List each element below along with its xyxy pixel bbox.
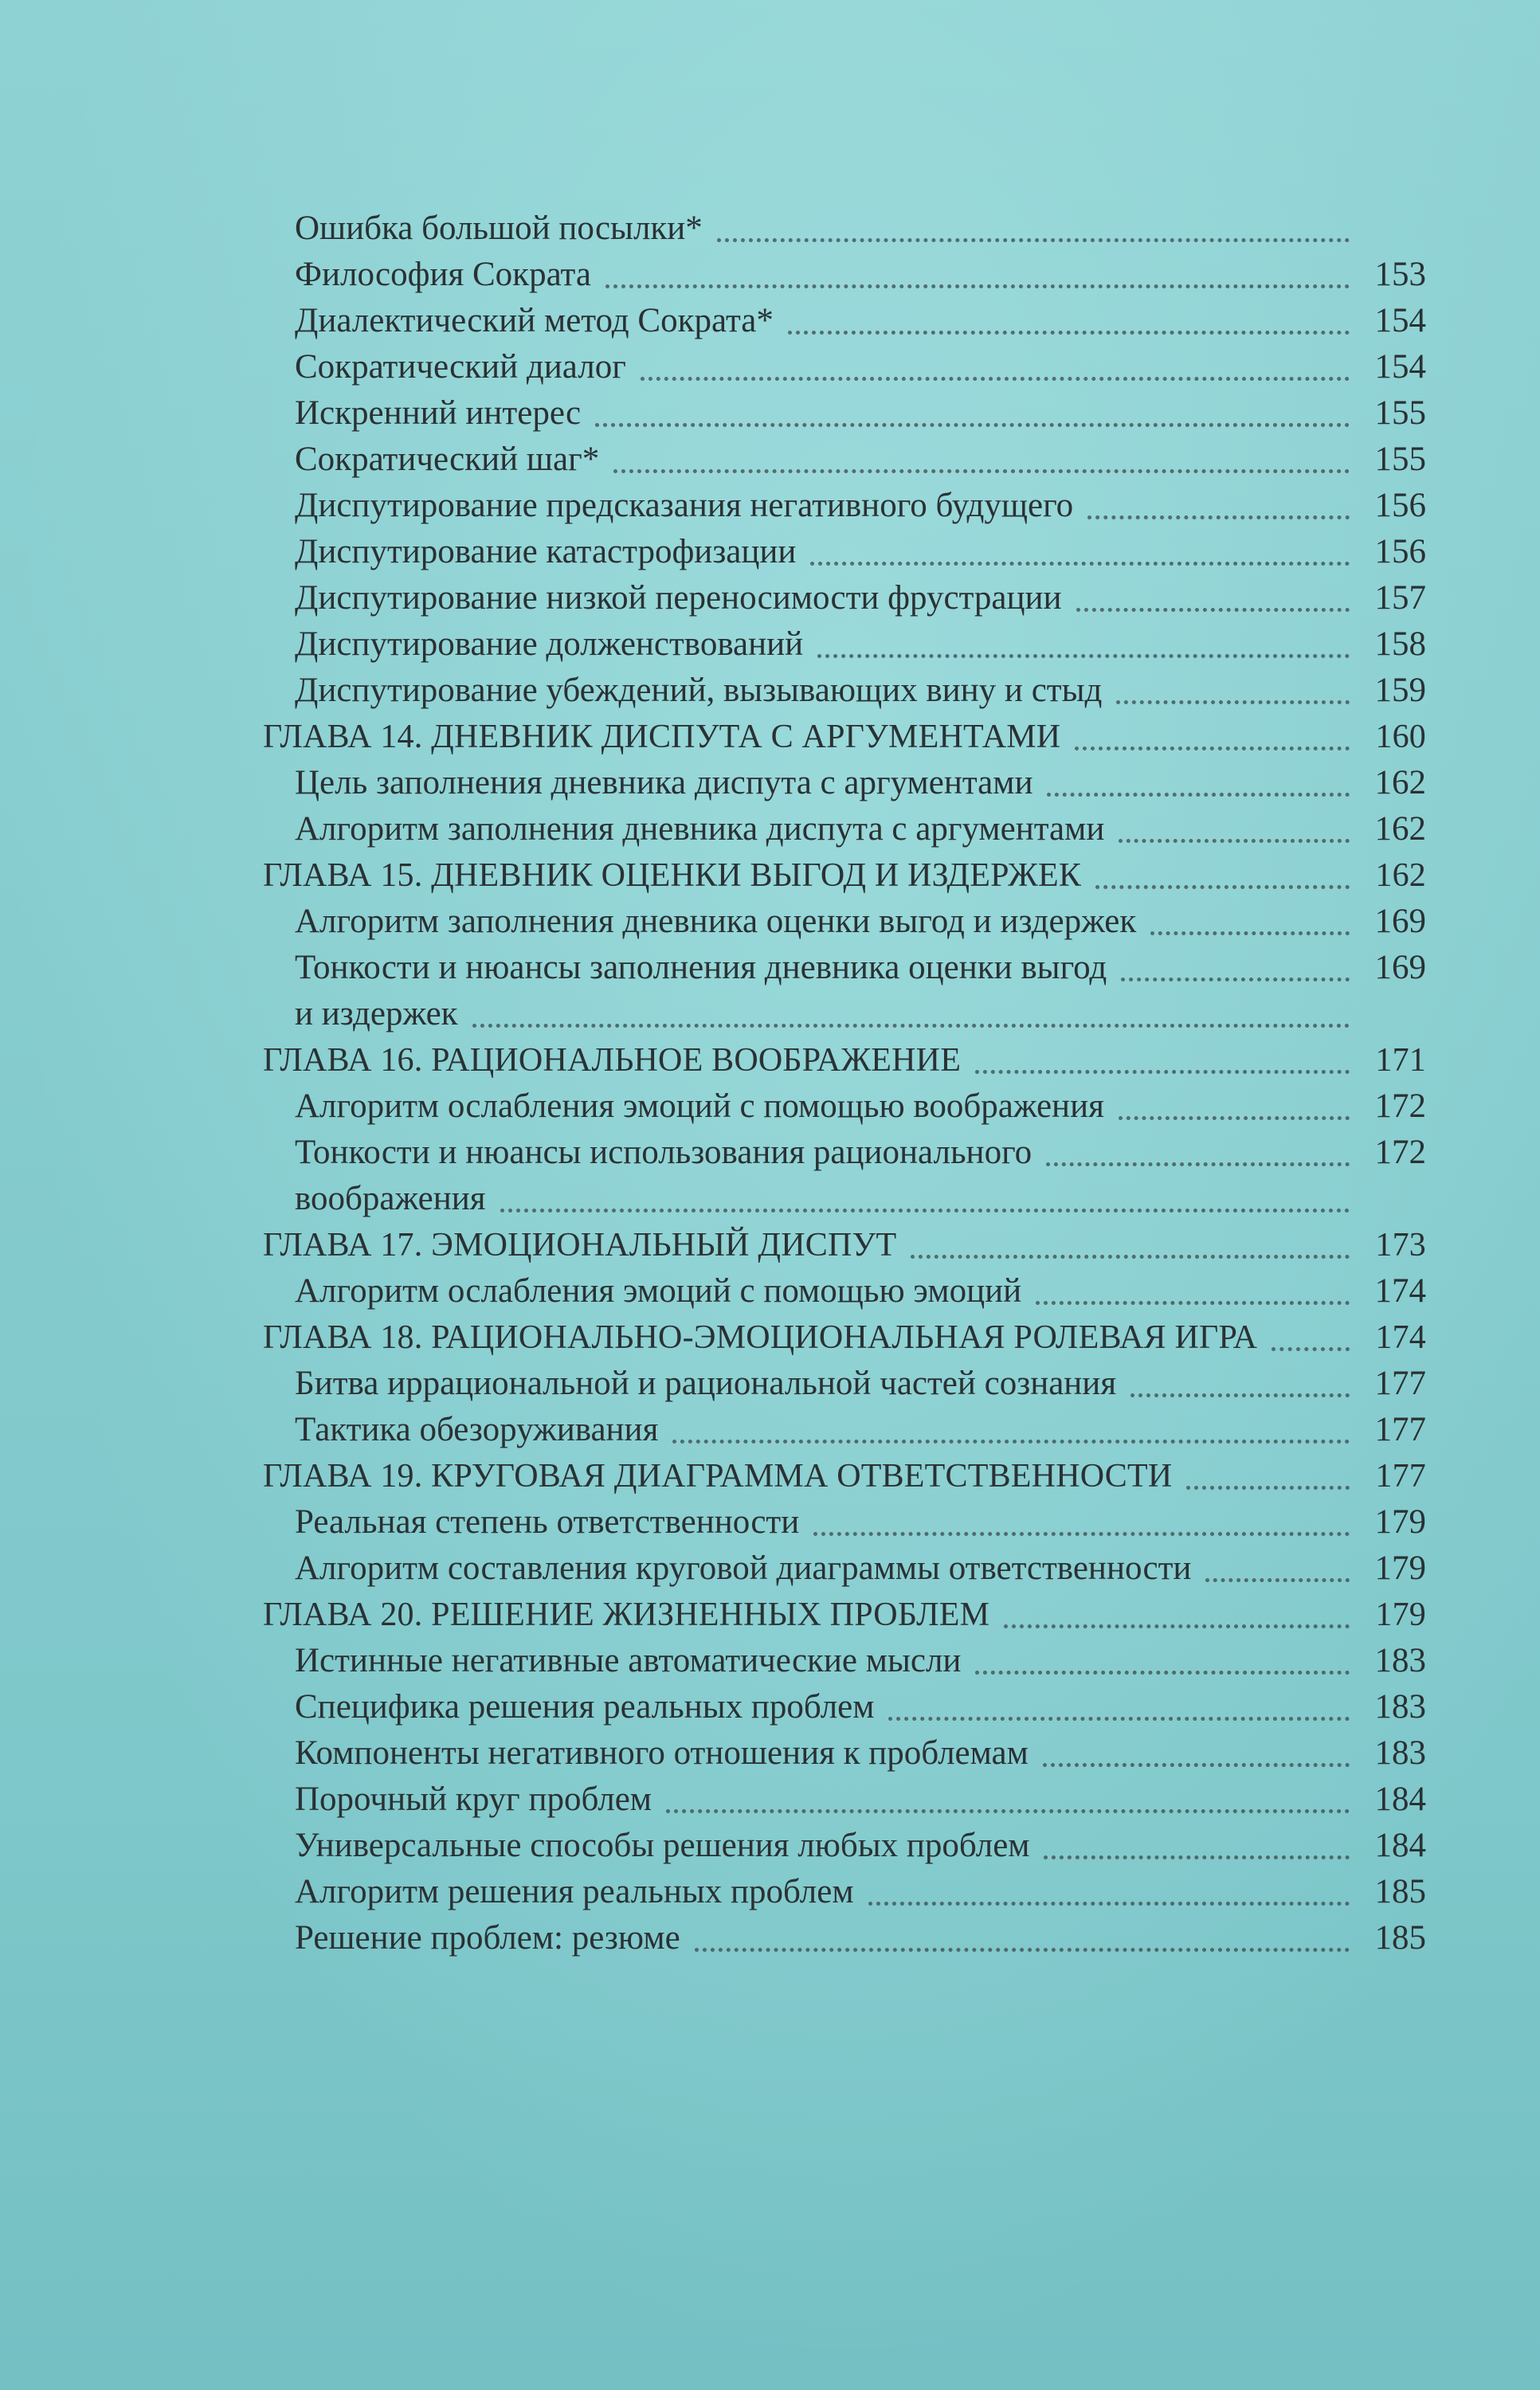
toc-entry-title: Диспутирование долженствований <box>295 625 804 663</box>
toc-leader-dots <box>717 238 1350 242</box>
toc-entry-title: и издержек <box>295 995 458 1032</box>
toc-entry <box>263 1083 1426 1130</box>
toc-entry-page: 173 <box>1375 1227 1426 1264</box>
toc-leader-dots <box>868 1902 1350 1906</box>
toc-entry-page: 169 <box>1374 903 1426 940</box>
toc-entry-title: Диспутирование низкой переносимости фрустрации <box>295 579 1062 617</box>
toc-entry <box>263 575 1426 621</box>
toc-entry-page: 184 <box>1374 1827 1426 1864</box>
toc-entry-page: 179 <box>1374 1503 1426 1541</box>
toc-entry-page: 157 <box>1374 579 1426 617</box>
toc-leader-dots <box>1131 1393 1350 1397</box>
toc-leader-dots <box>1095 885 1350 889</box>
toc-entry <box>263 806 1426 852</box>
toc-entry-continuation <box>263 991 1426 1037</box>
toc-leader-dots <box>1043 1763 1350 1767</box>
toc-leader-dots <box>1119 839 1350 843</box>
toc-entry <box>263 529 1426 575</box>
toc-entry <box>263 1823 1426 1869</box>
toc-chapter-entry <box>263 852 1426 899</box>
table-of-contents <box>263 206 1426 1961</box>
toc-leader-dots <box>605 284 1350 288</box>
toc-leader-dots <box>888 1717 1350 1721</box>
toc-entry-page: 172 <box>1374 1134 1426 1171</box>
toc-entry-title: Тонкости и нюансы использования рационального <box>295 1134 1033 1171</box>
toc-chapter-title: ГЛАВА 15. ДНЕВНИК ОЦЕНКИ ВЫГОД И ИЗДЕРЖЕК <box>263 857 1082 894</box>
toc-entry <box>263 1268 1426 1314</box>
toc-entry <box>263 760 1426 806</box>
toc-entry-page: 162 <box>1374 764 1426 801</box>
toc-entry-page: 160 <box>1375 719 1426 755</box>
toc-leader-dots <box>788 331 1350 335</box>
toc-entry-title: Реальная степень ответственности <box>295 1503 800 1541</box>
toc-entry-title: Диспутирование убеждений, вызывающих вину и стыд <box>295 672 1103 709</box>
toc-leader-dots <box>1186 1486 1350 1490</box>
toc-leader-dots <box>1036 1301 1350 1305</box>
toc-entry-title: Диспутирование катастрофизации <box>295 533 797 570</box>
toc-leader-dots <box>1046 1162 1350 1166</box>
toc-chapter-entry <box>263 1592 1426 1638</box>
toc-leader-dots <box>1272 1347 1350 1351</box>
toc-entry-page: 153 <box>1374 256 1426 293</box>
toc-entry-title: Алгоритм решения реальных проблем <box>295 1873 854 1910</box>
toc-leader-dots <box>1004 1624 1350 1628</box>
toc-entry-page: 179 <box>1374 1550 1426 1587</box>
toc-chapter-entry <box>263 1037 1426 1083</box>
toc-entry <box>263 668 1426 714</box>
toc-leader-dots <box>641 377 1350 381</box>
toc-entry-title: Искренний интерес <box>295 394 582 432</box>
toc-entry <box>263 437 1426 483</box>
toc-leader-dots <box>911 1255 1350 1259</box>
toc-entry-page: 184 <box>1374 1781 1426 1818</box>
toc-chapter-title: ГЛАВА 18. РАЦИОНАЛЬНО-ЭМОЦИОНАЛЬНАЯ РОЛЕВАЯ ИГРА <box>263 1319 1258 1356</box>
toc-leader-dots <box>817 654 1350 658</box>
toc-entry-title: Алгоритм заполнения дневника диспута с аргументами <box>295 810 1105 848</box>
toc-entry-title: Алгоритм ослабления эмоций с помощью воображения <box>295 1087 1104 1125</box>
toc-entry <box>263 483 1426 529</box>
toc-entry-title: Тактика обезоруживания <box>295 1411 659 1448</box>
toc-entry-page: 159 <box>1374 672 1426 709</box>
toc-leader-dots <box>595 423 1350 427</box>
toc-entry-page: 183 <box>1374 1642 1426 1679</box>
toc-entry <box>263 1915 1426 1961</box>
toc-entry-page: 154 <box>1374 348 1426 386</box>
toc-entry-title: Алгоритм заполнения дневника оценки выгод и издержек <box>295 903 1137 940</box>
toc-leader-dots <box>1044 1855 1350 1859</box>
toc-entry-page: 177 <box>1374 1411 1426 1448</box>
toc-entry-title: Диалектический метод Сократа* <box>295 302 774 339</box>
toc-entry-title: Алгоритм ослабления эмоций с помощью эмоций <box>295 1272 1022 1310</box>
toc-leader-dots <box>613 469 1350 473</box>
toc-entry-title: Специфика решения реальных проблем <box>295 1688 875 1726</box>
toc-leader-dots <box>975 1671 1350 1675</box>
toc-entry-page: 174 <box>1374 1272 1426 1310</box>
toc-entry-title: Порочный круг проблем <box>295 1781 652 1818</box>
toc-entry-page: 162 <box>1374 810 1426 848</box>
toc-chapter-title: ГЛАВА 14. ДНЕВНИК ДИСПУТА С АРГУМЕНТАМИ <box>263 719 1061 755</box>
toc-entry-page: 171 <box>1375 1042 1426 1079</box>
toc-leader-dots <box>1047 793 1350 797</box>
toc-leader-dots <box>695 1948 1350 1952</box>
toc-entry <box>263 899 1426 945</box>
toc-entry <box>263 1130 1426 1176</box>
toc-entry-page: 169 <box>1374 949 1426 986</box>
toc-entry-title: Сократический диалог <box>295 348 626 386</box>
toc-entry <box>263 1499 1426 1546</box>
toc-entry-title: Алгоритм составления круговой диаграммы ответственности <box>295 1550 1192 1587</box>
toc-leader-dots <box>810 562 1350 566</box>
toc-entry-title: Компоненты негативного отношения к проблемам <box>295 1734 1029 1772</box>
toc-leader-dots <box>1150 931 1350 935</box>
toc-entry <box>263 1777 1426 1823</box>
toc-entry-page: 155 <box>1374 441 1426 478</box>
toc-entry-page: 156 <box>1374 487 1426 524</box>
toc-entry-page: 177 <box>1375 1458 1426 1495</box>
toc-leader-dots <box>1119 1116 1350 1120</box>
toc-entry <box>263 621 1426 668</box>
toc-entry-title: Диспутирование предсказания негативного будущего <box>295 487 1074 524</box>
toc-chapter-entry <box>263 1222 1426 1268</box>
toc-entry-title: воображения <box>295 1180 486 1217</box>
toc-entry-page: 156 <box>1374 533 1426 570</box>
toc-entry <box>263 1684 1426 1730</box>
toc-chapter-title: ГЛАВА 20. РЕШЕНИЕ ЖИЗНЕННЫХ ПРОБЛЕМ <box>263 1597 990 1633</box>
toc-entry-title: Решение проблем: резюме <box>295 1919 680 1957</box>
toc-entry <box>263 945 1426 991</box>
toc-leader-dots <box>666 1809 1350 1813</box>
toc-entry <box>263 298 1426 344</box>
toc-leader-dots <box>975 1070 1350 1074</box>
toc-chapter-title: ГЛАВА 19. КРУГОВАЯ ДИАГРАММА ОТВЕТСТВЕННОСТИ <box>263 1458 1173 1495</box>
toc-chapter-entry <box>263 714 1426 760</box>
toc-entry <box>263 1730 1426 1777</box>
toc-leader-dots <box>813 1532 1350 1536</box>
toc-entry-page: 172 <box>1374 1087 1426 1125</box>
toc-entry-title: Битва иррациональной и рациональной частей сознания <box>295 1365 1117 1402</box>
toc-entry <box>263 252 1426 298</box>
toc-leader-dots <box>1076 608 1350 612</box>
toc-entry-page: 183 <box>1374 1734 1426 1772</box>
toc-entry-page: 174 <box>1375 1319 1426 1356</box>
toc-leader-dots <box>472 1024 1350 1028</box>
toc-leader-dots <box>1087 515 1350 519</box>
toc-chapter-entry <box>263 1453 1426 1499</box>
toc-leader-dots <box>1121 978 1350 981</box>
toc-entry-title: Истинные негативные автоматические мысли <box>295 1642 962 1679</box>
toc-entry <box>263 1638 1426 1684</box>
toc-leader-dots <box>500 1209 1350 1213</box>
toc-entry-title: Универсальные способы решения любых проблем <box>295 1827 1030 1864</box>
toc-entry <box>263 1546 1426 1592</box>
toc-entry-page: 158 <box>1374 625 1426 663</box>
toc-leader-dots <box>1205 1578 1350 1582</box>
toc-chapter-title: ГЛАВА 17. ЭМОЦИОНАЛЬНЫЙ ДИСПУТ <box>263 1227 897 1264</box>
toc-entry <box>263 1361 1426 1407</box>
toc-entry-title: Тонкости и нюансы заполнения дневника оценки выгод <box>295 949 1107 986</box>
toc-entry <box>263 390 1426 437</box>
toc-entry-page: 154 <box>1374 302 1426 339</box>
toc-leader-dots <box>1116 700 1350 704</box>
toc-entry-continuation <box>263 1176 1426 1222</box>
toc-entry <box>263 206 1426 252</box>
toc-leader-dots <box>672 1440 1350 1444</box>
toc-entry-title: Сократический шаг* <box>295 441 600 478</box>
toc-entry-page: 177 <box>1374 1365 1426 1402</box>
toc-leader-dots <box>1075 746 1350 750</box>
toc-entry <box>263 1869 1426 1915</box>
toc-entry-title: Цель заполнения дневника диспута с аргументами <box>295 764 1033 801</box>
toc-entry-page: 179 <box>1375 1597 1426 1633</box>
toc-entry-title: Ошибка большой посылки* <box>295 210 703 247</box>
toc-chapter-title: ГЛАВА 16. РАЦИОНАЛЬНОЕ ВООБРАЖЕНИЕ <box>263 1042 962 1079</box>
toc-entry-page: 185 <box>1374 1873 1426 1910</box>
toc-entry-page: 185 <box>1374 1919 1426 1957</box>
toc-entry <box>263 344 1426 390</box>
toc-chapter-entry <box>263 1314 1426 1361</box>
toc-entry <box>263 1407 1426 1453</box>
toc-entry-page: 162 <box>1375 857 1426 894</box>
toc-entry-title: Философия Сократа <box>295 256 591 293</box>
toc-entry-page: 183 <box>1374 1688 1426 1726</box>
toc-entry-page: 155 <box>1374 394 1426 432</box>
